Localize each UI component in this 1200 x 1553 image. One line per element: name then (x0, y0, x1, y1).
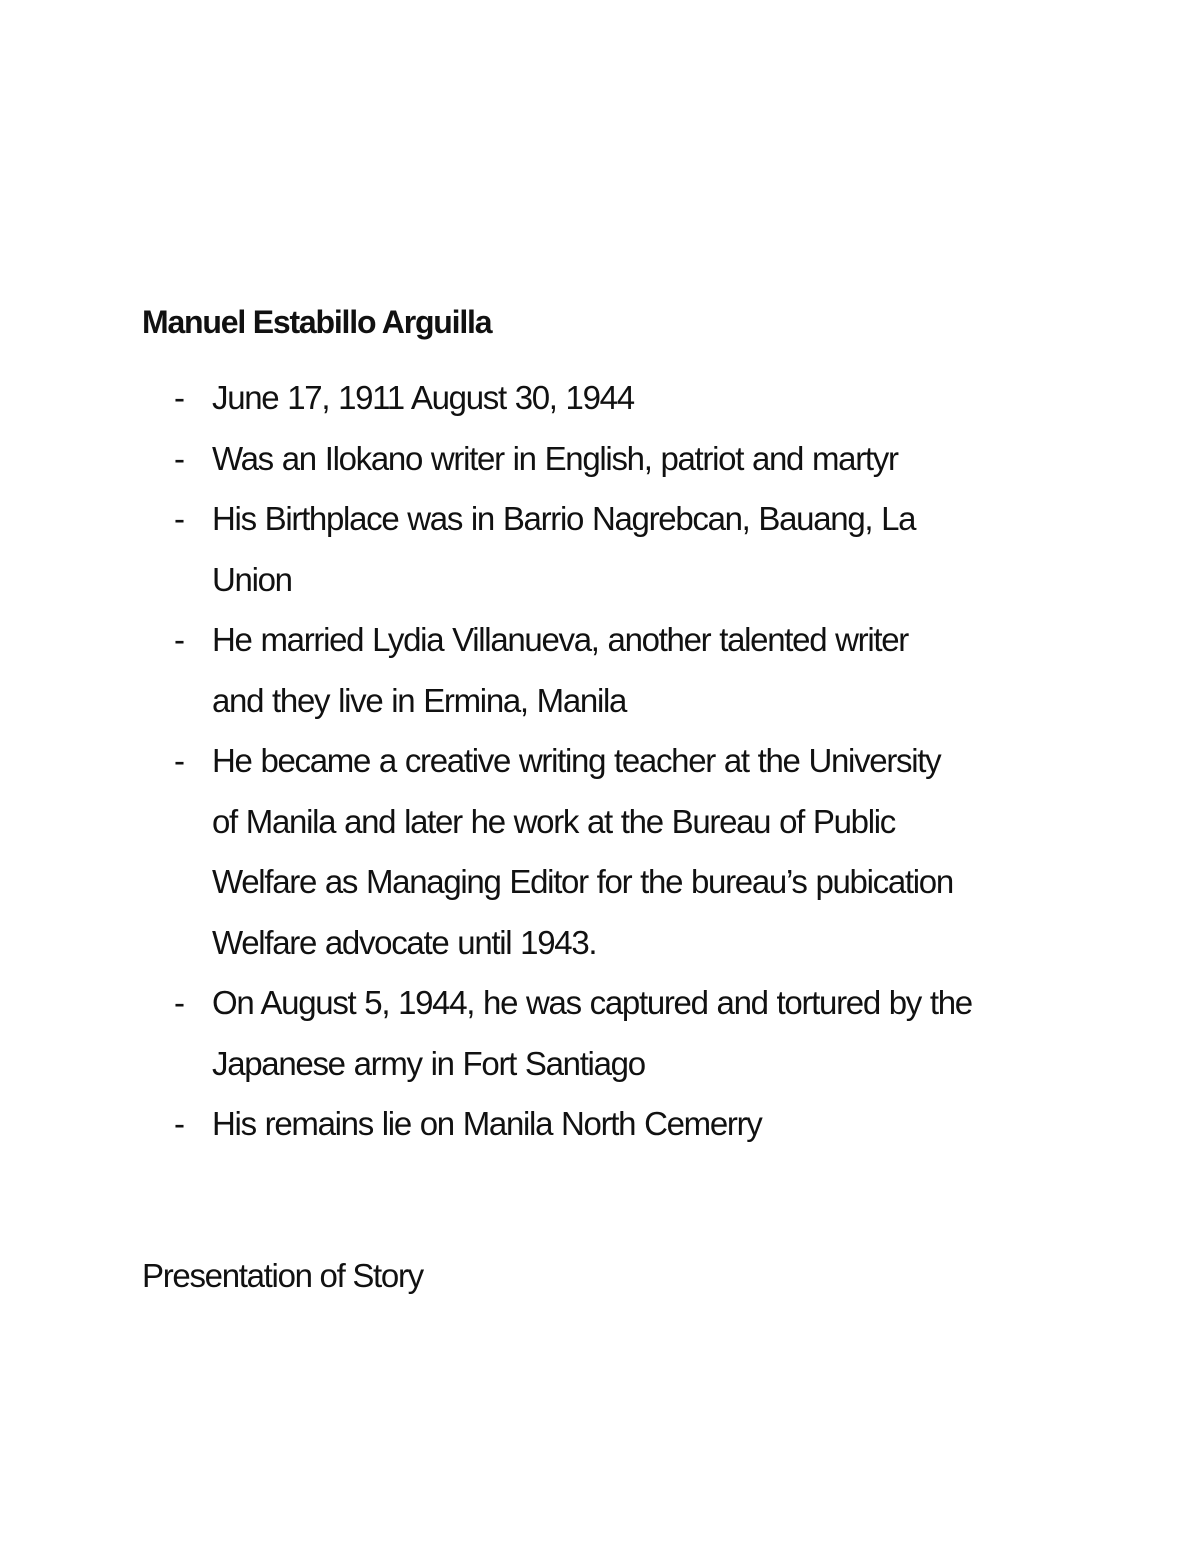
list-item-text: Was an Ilokano writer in English, patriot and martyr (212, 439, 898, 477)
list-item-text: His remains lie on Manila North Cemerry (212, 1105, 762, 1142)
list-item (174, 973, 1074, 1094)
list-item-text: His Birthplace was in Barrio Nagrebcan, Bauang, La Union (212, 500, 916, 598)
bullet-dash: - (174, 742, 184, 779)
list-item (174, 1094, 1074, 1155)
list-item-text: He became a creative writing teacher at the University of Manila and later he work at the Bureau of Public Welfare as Managing Editor for the bureau’s pubication Welfare advocate until 1943. (212, 742, 953, 961)
bullet-dash: - (174, 439, 184, 477)
list-item (174, 731, 1074, 973)
list-item-text: June 17, 1911 August 30, 1944 (212, 379, 634, 416)
list-item (174, 610, 1074, 731)
list-item-text: He married Lydia Villanueva, another talented writer and they live in Ermina, Manila (212, 621, 908, 719)
list-item (174, 429, 1074, 490)
bullet-dash: - (174, 379, 184, 416)
bullet-dash: - (174, 621, 184, 658)
bullet-dash: - (174, 984, 184, 1021)
bullet-dash: - (174, 1105, 184, 1142)
list-item (174, 368, 1074, 429)
bullet-list (174, 368, 1074, 1155)
list-item (174, 489, 1074, 610)
page-title: Manuel Estabillo Arguilla (142, 304, 492, 340)
bullet-dash: - (174, 500, 184, 537)
section-title: Presentation of Story (142, 1257, 423, 1294)
list-item-text: On August 5, 1944, he was captured and tortured by the Japanese army in Fort Santiago (212, 984, 972, 1082)
